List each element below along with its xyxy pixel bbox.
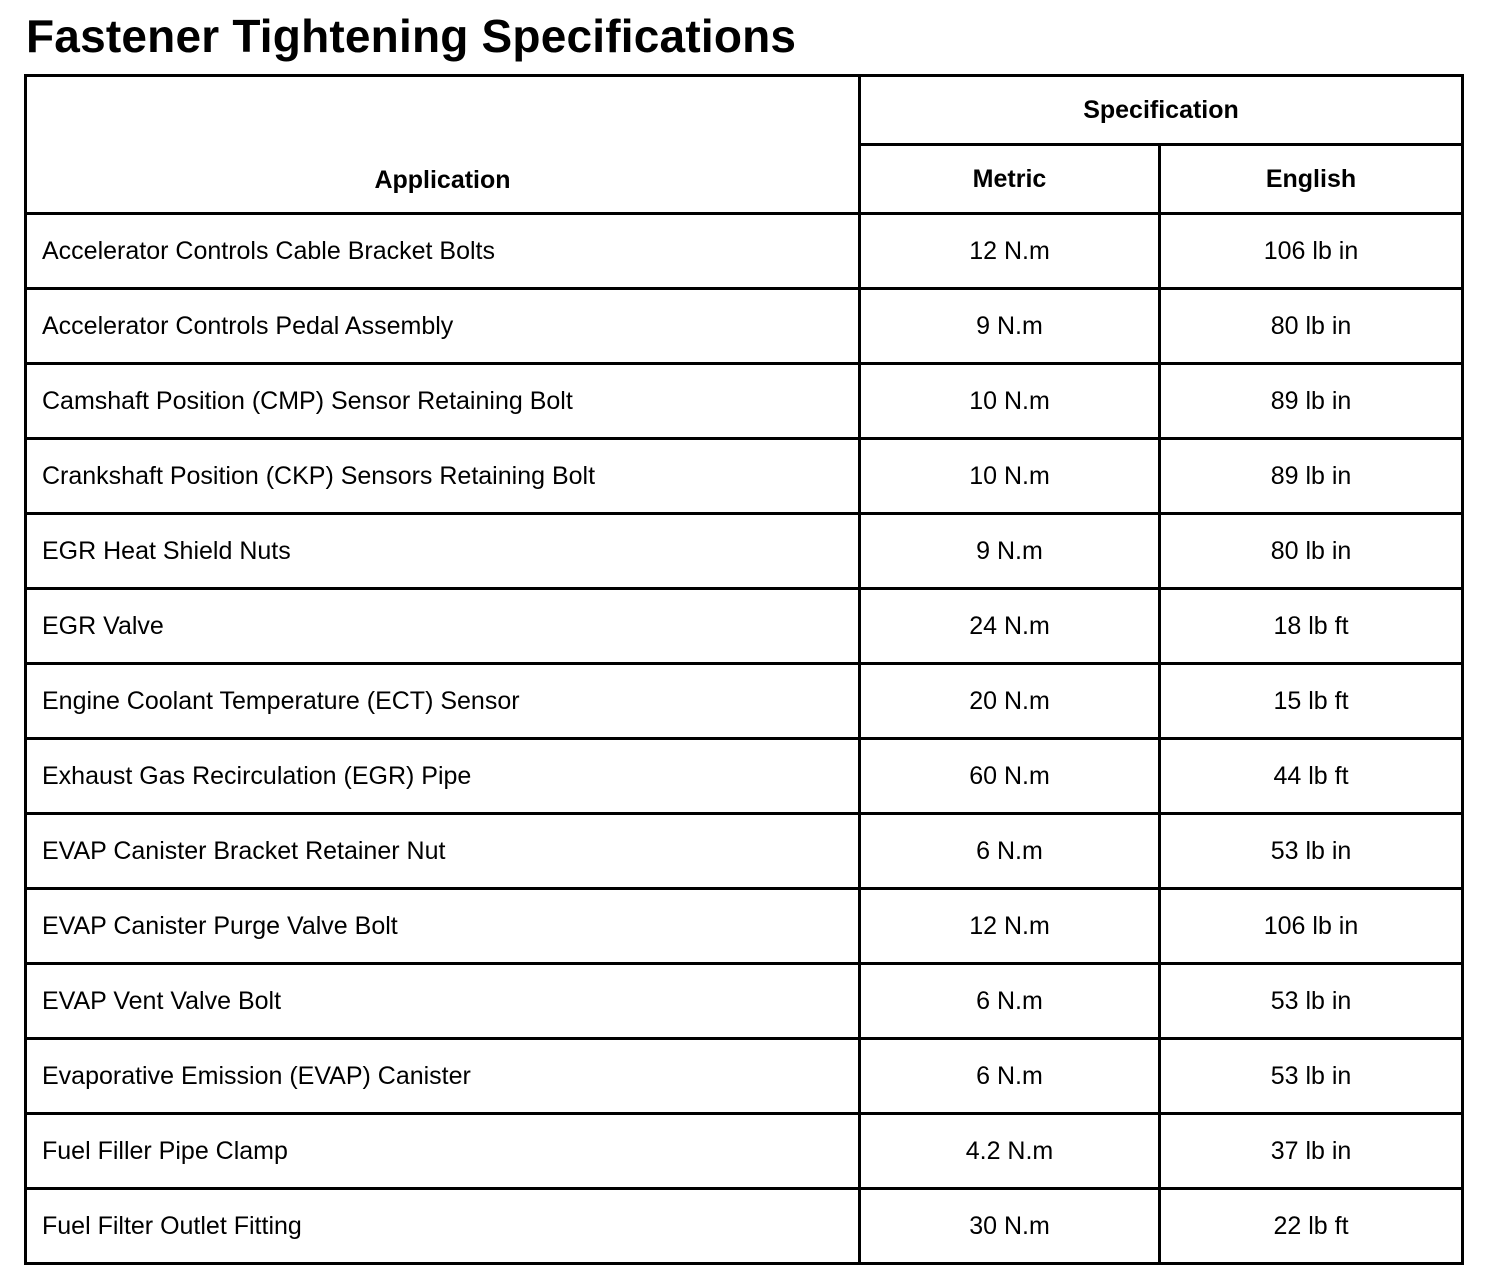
table-row — [26, 814, 1463, 889]
application-header: Application — [26, 76, 860, 214]
table-row — [26, 514, 1463, 589]
table-row — [26, 1114, 1463, 1189]
metric-cell: 12 N.m — [860, 214, 1160, 289]
metric-cell: 6 N.m — [860, 964, 1160, 1039]
table-row — [26, 739, 1463, 814]
english-cell: 106 lb in — [1160, 889, 1463, 964]
english-cell: 44 lb ft — [1160, 739, 1463, 814]
table-row — [26, 964, 1463, 1039]
table-row — [26, 214, 1463, 289]
metric-cell: 6 N.m — [860, 1039, 1160, 1114]
application-cell: Accelerator Controls Pedal Assembly — [26, 289, 860, 364]
table-row — [26, 1039, 1463, 1114]
table-row — [26, 889, 1463, 964]
specification-header: Specification — [860, 76, 1463, 145]
metric-cell: 9 N.m — [860, 514, 1160, 589]
application-cell: EVAP Vent Valve Bolt — [26, 964, 860, 1039]
english-cell: 53 lb in — [1160, 964, 1463, 1039]
metric-cell: 60 N.m — [860, 739, 1160, 814]
metric-cell: 10 N.m — [860, 439, 1160, 514]
application-cell: Engine Coolant Temperature (ECT) Sensor — [26, 664, 860, 739]
metric-cell: 24 N.m — [860, 589, 1160, 664]
metric-cell: 20 N.m — [860, 664, 1160, 739]
english-cell: 37 lb in — [1160, 1114, 1463, 1189]
table-row — [26, 589, 1463, 664]
application-cell: EVAP Canister Purge Valve Bolt — [26, 889, 860, 964]
table-row — [26, 664, 1463, 739]
table-header — [26, 76, 1463, 214]
application-cell: EVAP Canister Bracket Retainer Nut — [26, 814, 860, 889]
application-cell: EGR Heat Shield Nuts — [26, 514, 860, 589]
table-body — [26, 214, 1463, 1264]
english-cell: 89 lb in — [1160, 439, 1463, 514]
metric-header: Metric — [860, 145, 1160, 214]
english-cell: 22 lb ft — [1160, 1189, 1463, 1264]
english-cell: 53 lb in — [1160, 814, 1463, 889]
metric-cell: 12 N.m — [860, 889, 1160, 964]
application-cell: EGR Valve — [26, 589, 860, 664]
header-row-top — [26, 76, 1463, 145]
metric-cell: 30 N.m — [860, 1189, 1160, 1264]
table-row — [26, 1189, 1463, 1264]
application-cell: Crankshaft Position (CKP) Sensors Retaining Bolt — [26, 439, 860, 514]
metric-cell: 6 N.m — [860, 814, 1160, 889]
english-cell: 89 lb in — [1160, 364, 1463, 439]
english-cell: 80 lb in — [1160, 289, 1463, 364]
english-cell: 80 lb in — [1160, 514, 1463, 589]
page-title: Fastener Tightening Specifications — [26, 10, 797, 62]
metric-cell: 9 N.m — [860, 289, 1160, 364]
english-cell: 53 lb in — [1160, 1039, 1463, 1114]
application-cell: Fuel Filter Outlet Fitting — [26, 1189, 860, 1264]
table-row — [26, 439, 1463, 514]
english-header: English — [1160, 145, 1463, 214]
table-row — [26, 364, 1463, 439]
application-cell: Evaporative Emission (EVAP) Canister — [26, 1039, 860, 1114]
english-cell: 106 lb in — [1160, 214, 1463, 289]
application-cell: Camshaft Position (CMP) Sensor Retaining Bolt — [26, 364, 860, 439]
application-cell: Fuel Filler Pipe Clamp — [26, 1114, 860, 1189]
english-cell: 15 lb ft — [1160, 664, 1463, 739]
english-cell: 18 lb ft — [1160, 589, 1463, 664]
application-cell: Exhaust Gas Recirculation (EGR) Pipe — [26, 739, 860, 814]
spec-table — [24, 74, 1464, 1265]
metric-cell: 4.2 N.m — [860, 1114, 1160, 1189]
metric-cell: 10 N.m — [860, 364, 1160, 439]
application-cell: Accelerator Controls Cable Bracket Bolts — [26, 214, 860, 289]
table-row — [26, 289, 1463, 364]
